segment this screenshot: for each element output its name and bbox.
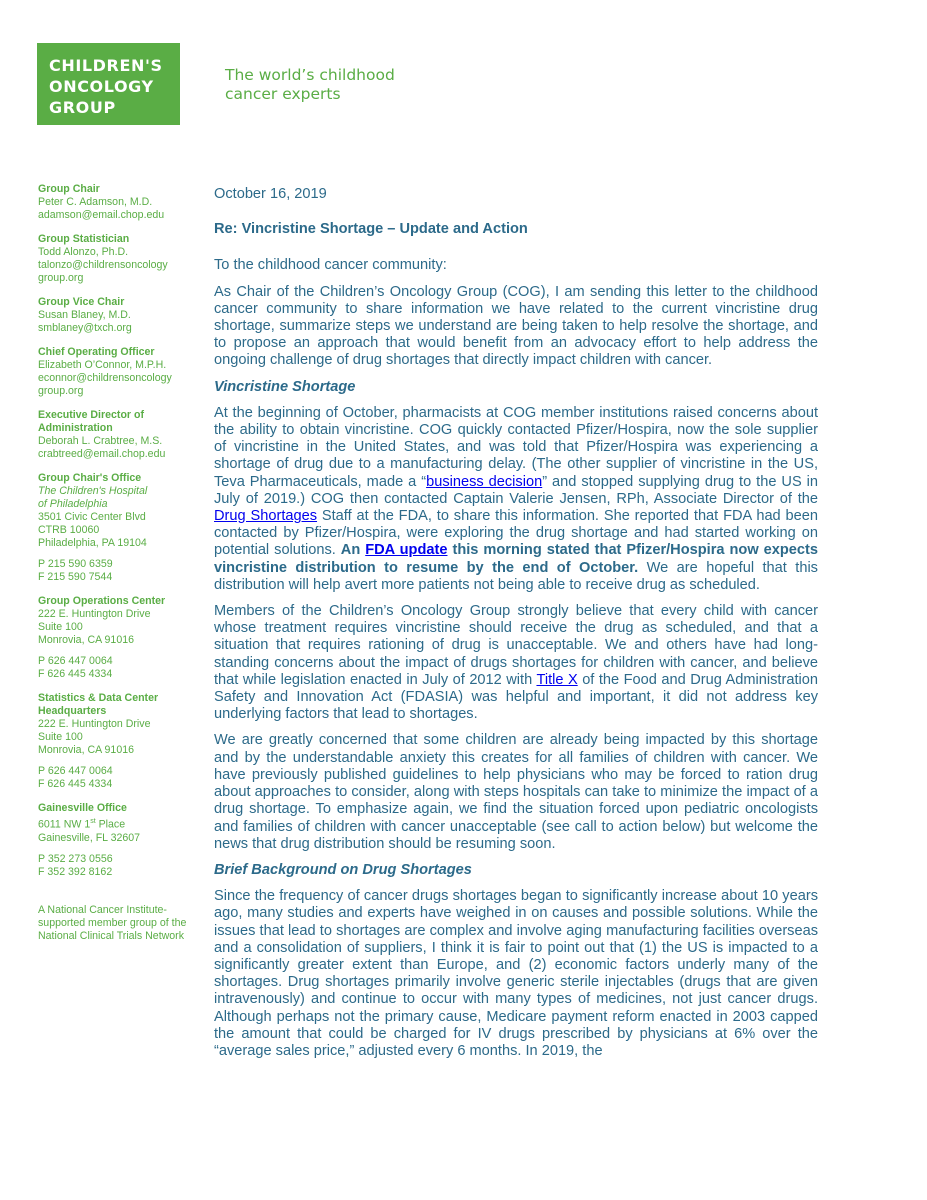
coo-block bbox=[38, 346, 188, 398]
sidebar-email: group.org bbox=[38, 385, 84, 397]
sidebar-title: Group Chair's Office bbox=[38, 472, 142, 484]
letter-subject: Re: Vincristine Shortage – Update and Action bbox=[214, 221, 528, 238]
section-heading-background: Brief Background on Drug Shortages bbox=[214, 861, 472, 878]
sidebar-address: Suite 100 bbox=[38, 621, 83, 633]
text-run: Staff at the FDA, to share this information. She reported that FDA had been contacted by Pfizer/Hospira, were exploring the drug shortage and had started working on potential solutions. bbox=[214, 508, 818, 559]
sidebar-phone: P 352 273 0556 bbox=[38, 852, 113, 865]
intro-paragraph: As Chair of the Children’s Oncology Group (COG), I am sending this letter to the childhood cancer community to share information we have related to the current vincristine drug shortage, summarize steps we understand are being taken to help resolve the shortage, and to propose an approach that would benefit from an advocacy effort to help address the ongoing challenge of drug shortages that directly impact children with cancer. bbox=[214, 283, 818, 369]
letterhead-sidebar bbox=[38, 183, 188, 943]
sidebar-address bbox=[38, 815, 188, 832]
sidebar-title: Administration bbox=[38, 422, 113, 434]
business-decision-link[interactable]: business decision bbox=[426, 473, 543, 490]
sidebar-title: Headquarters bbox=[38, 705, 107, 717]
sidebar-fax: F 626 445 4334 bbox=[38, 668, 113, 680]
sidebar-address: 3501 Civic Center Blvd bbox=[38, 511, 146, 523]
text-run: ” and stopped supplying drug to the US in July of 2019.) COG then contacted Captain Valerie Jensen, RPh, Associate Director of the bbox=[214, 473, 818, 507]
sidebar-fax: F 215 590 7544 bbox=[38, 571, 113, 583]
tagline bbox=[225, 66, 395, 104]
sidebar-name: Elizabeth O’Connor, M.P.H. bbox=[38, 359, 167, 371]
tagline-line: The world’s childhood bbox=[225, 66, 395, 84]
sidebar-name: Susan Blaney, M.D. bbox=[38, 309, 131, 321]
sidebar-name: Todd Alonzo, Ph.D. bbox=[38, 246, 129, 258]
sidebar-title: Statistics & Data Center bbox=[38, 692, 159, 704]
stats-center-block bbox=[38, 692, 188, 791]
sidebar-address: 222 E. Huntington Drive bbox=[38, 608, 151, 620]
letter-date: October 16, 2019 bbox=[214, 186, 327, 202]
sidebar-address: Philadelphia, PA 19104 bbox=[38, 537, 147, 549]
gainesville-block bbox=[38, 802, 188, 879]
sidebar-phone: P 626 447 0064 bbox=[38, 655, 113, 667]
address-part: 6011 NW 1 bbox=[38, 818, 91, 831]
ops-center-block bbox=[38, 595, 188, 681]
sidebar-org: of Philadelphia bbox=[38, 498, 108, 510]
sidebar-name: Deborah L. Crabtree, M.S. bbox=[38, 435, 163, 447]
fda-update-link[interactable]: FDA update bbox=[365, 542, 448, 559]
drug-shortages-link[interactable]: Drug Shortages bbox=[214, 508, 318, 525]
group-vice-chair-block bbox=[38, 296, 188, 335]
concern-paragraph bbox=[214, 603, 818, 723]
impact-paragraph: We are greatly concerned that some children are already being impacted by this shortage and by the understandable anxiety this creates for all families of children with cancer. We have previously published guidelines to help physicians who may be forced to ration drug about approaches to consider, along with steps hospitals can take to minimize the impact of a drug shortage. To emphasize again, we find the situation forced upon pediatric oncologists and families of children with cancer unacceptable (see call to action below) but welcome the news that drug distribution should be resuming soon. bbox=[214, 732, 818, 852]
shortage-paragraph bbox=[214, 405, 818, 594]
letter-body bbox=[214, 186, 818, 1069]
logo-line: CHILDREN'S bbox=[49, 56, 163, 75]
cog-logo bbox=[37, 43, 180, 125]
text-run: Members of the Children’s Oncology Group strongly believe that every child with cancer whose treatment requires vincristine should receive the drug as scheduled, and that a situation that requires rationing of drug is unacceptable. We and others have had long-standing concerns about the impact of drugs shortages for children with cancer, and believe that while legislation enacted in July of 2012 with bbox=[214, 603, 818, 688]
sidebar-address: 222 E. Huntington Drive bbox=[38, 718, 151, 730]
logo-line: ONCOLOGY bbox=[49, 77, 154, 96]
address-part: Place bbox=[95, 818, 126, 831]
nci-statement: A National Cancer Institute-supported member group of the National Clinical Trials Network bbox=[38, 903, 187, 942]
chairs-office-block bbox=[38, 472, 188, 584]
sidebar-footer bbox=[38, 904, 188, 943]
text-run: An bbox=[340, 542, 366, 559]
sidebar-phone: P 215 590 6359 bbox=[38, 558, 113, 570]
sidebar-org: The Children's Hospital bbox=[38, 485, 148, 497]
logo-line: GROUP bbox=[49, 98, 116, 117]
sidebar-email: econnor@childrensoncology bbox=[38, 372, 172, 384]
letter-greeting: To the childhood cancer community: bbox=[214, 257, 447, 274]
address-superscript: st bbox=[90, 818, 96, 825]
sidebar-title: Group Vice Chair bbox=[38, 296, 125, 308]
sidebar-name: Peter C. Adamson, M.D. bbox=[38, 196, 153, 208]
sidebar-title: Group Statistician bbox=[38, 233, 130, 245]
sidebar-title: Group Operations Center bbox=[38, 595, 166, 607]
sidebar-address: CTRB 10060 bbox=[38, 524, 100, 536]
sidebar-phone: P 626 447 0064 bbox=[38, 765, 113, 777]
sidebar-address: Gainesville, FL 32607 bbox=[38, 831, 141, 844]
tagline-line: cancer experts bbox=[225, 85, 341, 103]
background-paragraph: Since the frequency of cancer drugs shortages began to significantly increase about 10 years ago, many studies and experts have weighed in on causes and possible solutions. While the issues that lead to shortages are complex and involve aging manufacturing facilities overseas and a consolidation of suppliers, I think it is fair to point out that (1) the US is impacted to a significantly greater extent than Europe, and (2) economic factors underly many of the shortages. Drug shortages primarily involve generic sterile injectables (drugs that are given intravenously) and continue to occur with many types of medicines, not just cancer drugs. Although perhaps not the primary cause, Medicare payment reform enacted in 2003 capped the amount that could be charged for IV drugs prescribed by physicians at 6% over the “average sales price,” adjusted every 6 months. In 2019, the bbox=[214, 888, 818, 1059]
text-run: this morning stated that Pfizer/Hospira now expects vincristine distribution to resume by the end of October. bbox=[214, 542, 818, 576]
section-heading-shortage: Vincristine Shortage bbox=[214, 378, 356, 395]
title-x-link[interactable]: Title X bbox=[536, 671, 578, 688]
exec-director-block bbox=[38, 409, 188, 461]
sidebar-fax: F 352 392 8162 bbox=[38, 865, 113, 878]
sidebar-email: crabtreed@email.chop.edu bbox=[38, 448, 166, 460]
group-chair-block bbox=[38, 183, 188, 222]
sidebar-email: adamson@email.chop.edu bbox=[38, 209, 165, 221]
sidebar-title: Chief Operating Officer bbox=[38, 346, 155, 358]
sidebar-email: talonzo@childrensoncology bbox=[38, 259, 168, 271]
sidebar-title: Gainesville Office bbox=[38, 802, 127, 814]
sidebar-title: Group Chair bbox=[38, 183, 100, 195]
sidebar-fax: F 626 445 4334 bbox=[38, 778, 113, 790]
text-run: of the Food and Drug Administration Safety and Innovation Act (FDASIA) was helpful and important, it did not address key underlying factors that lead to shortages. bbox=[214, 671, 818, 723]
sidebar-email: smblaney@txch.org bbox=[38, 322, 132, 334]
text-run: At the beginning of October, pharmacists at COG member institutions raised concerns about the ability to obtain vincristine. COG quickly contacted Pfizer/Hospira, now the sole supplier of vincristine in the United States, and was told that Pfizer/Hospira was experiencing a shortage of drug due to a manufacturing delay. (The other supplier of vincristine in the US, Teva Pharmaceuticals, made a “ bbox=[214, 404, 818, 490]
sidebar-address: Suite 100 bbox=[38, 731, 83, 743]
sidebar-title: Executive Director of bbox=[38, 409, 144, 421]
text-run: We are hopeful that this distribution will help avert more patients not being able to receive drug as scheduled. bbox=[214, 559, 818, 593]
sidebar-address: Monrovia, CA 91016 bbox=[38, 744, 134, 756]
sidebar-email: group.org bbox=[38, 272, 84, 284]
group-statistician-block bbox=[38, 233, 188, 285]
sidebar-address: Monrovia, CA 91016 bbox=[38, 634, 134, 646]
